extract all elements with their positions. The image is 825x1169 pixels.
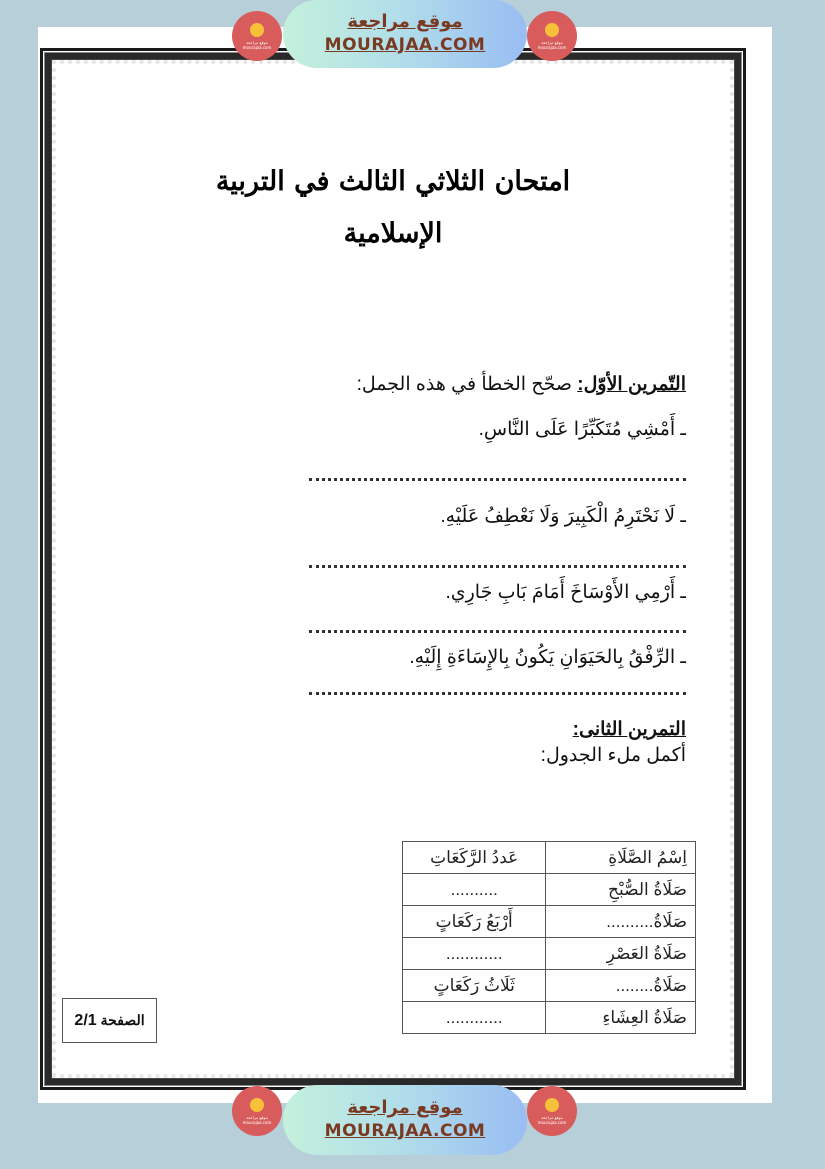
brand-link-header[interactable] — [283, 0, 527, 68]
table-row — [403, 1002, 696, 1034]
page-title — [60, 156, 726, 260]
prayer-name-cell: صَلَاةُ الصُّبْحِ — [546, 874, 696, 906]
table-row — [403, 938, 696, 970]
answer-line-2[interactable] — [309, 565, 686, 569]
badge-text-en: mourajaa.com — [537, 44, 567, 50]
rakat-count-cell: أَرْبَعُ رَكَعَاتٍ — [403, 906, 546, 938]
rakat-count-cell[interactable]: .......... — [403, 874, 546, 906]
rakat-count-cell[interactable]: ............ — [403, 1002, 546, 1034]
table-row — [403, 874, 696, 906]
brand-badge-footer-left[interactable] — [232, 1086, 282, 1136]
badge-text-en: mourajaa.com — [242, 44, 272, 50]
document-body — [60, 68, 726, 1070]
answer-line-1[interactable] — [309, 478, 686, 482]
badge-text-ar: موقع مراجعة — [541, 39, 563, 45]
title-line-1: امتحان الثلاثي الثالث في التربية — [215, 166, 571, 197]
badge-text-ar: موقع مراجعة — [246, 1114, 268, 1120]
brand-logo-icon — [545, 23, 559, 37]
title-line-2: الإسلامية — [343, 218, 443, 249]
badge-text-ar: موقع مراجعة — [541, 1114, 563, 1120]
sentence-1: ـ أَمْشِي مُتَكَبِّرًا عَلَى النَّاسِ. — [478, 419, 686, 440]
brand-logo-icon — [545, 1098, 559, 1112]
brand-badge-header-left[interactable] — [232, 11, 282, 61]
badge-text-en: mourajaa.com — [242, 1119, 272, 1125]
exercise-2-heading: التمرين الثانى: — [572, 719, 686, 740]
exercise-1-instruction: صحّح الخطأ في هذه الجمل: — [356, 374, 578, 395]
brand-logo-icon — [250, 1098, 264, 1112]
page-indicator — [62, 998, 157, 1043]
page-indicator-value: 2/1 — [74, 1011, 97, 1029]
brand-badge-header-right[interactable] — [527, 11, 577, 61]
brand-badge-footer-right[interactable] — [527, 1086, 577, 1136]
brand-logo-icon — [250, 23, 264, 37]
table-row — [403, 906, 696, 938]
exercise-1-heading — [357, 373, 686, 396]
sentence-2: ـ لَا نَحْتَرِمُ الْكَبِيرَ وَلَا نَعْطِفُ عَلَيْهِ. — [440, 506, 686, 527]
sentence-3: ـ أَرْمِي الأَوْسَاخَ أَمَامَ بَابِ جَارِي. — [445, 582, 686, 603]
answer-line-4[interactable] — [309, 692, 686, 696]
sentence-4: ـ الرِّفْقُ بِالحَيَوَانِ يَكُونُ بِالإِسَاءَةِ إِلَيْهِ. — [409, 647, 686, 668]
page-indicator-label: الصفحة — [100, 1012, 145, 1028]
decorative-border — [40, 48, 746, 1090]
brand-name-en: MOURAJAA.COM — [324, 1121, 486, 1141]
brand-name-ar: موقع مراجعة — [347, 11, 463, 32]
prayers-table — [402, 841, 696, 1034]
exercise-2-instruction: أكمل ملء الجدول: — [540, 745, 686, 766]
answer-line-3[interactable] — [309, 630, 686, 634]
header-rakat-count: عَددُ الرَّكَعَاتِ — [403, 842, 546, 874]
table-header-row — [403, 842, 696, 874]
brand-link-footer[interactable] — [283, 1085, 527, 1155]
header-prayer-name: اِسْمُ الصَّلَاةِ — [546, 842, 696, 874]
prayer-name-cell: صَلَاةُ العَصْرِ — [546, 938, 696, 970]
badge-text-en: mourajaa.com — [537, 1119, 567, 1125]
prayer-name-cell: صَلَاةُ العِشَاءِ — [546, 1002, 696, 1034]
prayer-name-cell[interactable]: صَلَاةُ.......... — [546, 906, 696, 938]
brand-name-ar: موقع مراجعة — [347, 1097, 463, 1118]
brand-name-en: MOURAJAA.COM — [324, 35, 486, 55]
badge-text-ar: موقع مراجعة — [246, 39, 268, 45]
exercise-1-label: التّمرين الأوّل: — [577, 374, 686, 395]
rakat-count-cell: ثَلَاثُ رَكَعَاتٍ — [403, 970, 546, 1002]
table-row — [403, 970, 696, 1002]
prayer-name-cell[interactable]: صَلَاةُ........ — [546, 970, 696, 1002]
rakat-count-cell[interactable]: ............ — [403, 938, 546, 970]
